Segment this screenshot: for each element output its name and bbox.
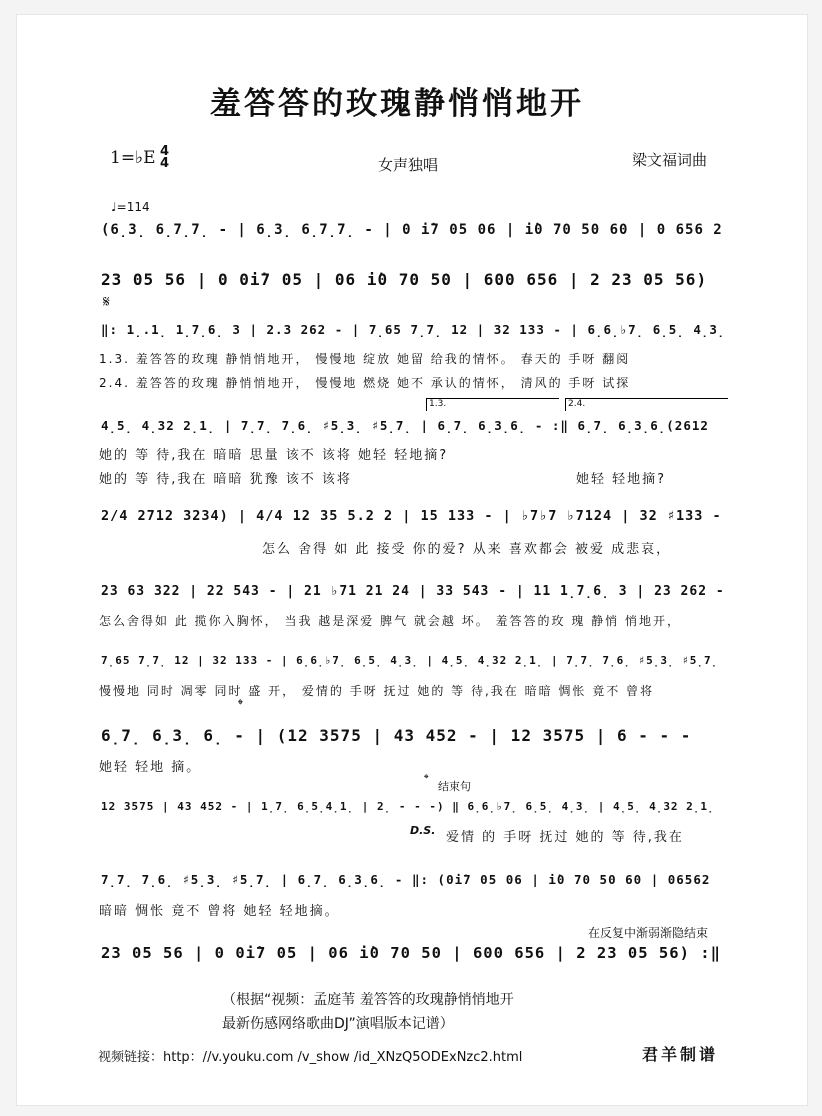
source-note-line-1: （根据“视频：孟庭苇 羞答答的玫瑰静悄悄地开 [222,992,514,1008]
score-row-3 [101,322,731,352]
source-note [222,988,514,1036]
lyric-row-6: 怎么舍得如 此 揽你入胸怀， 当我 越是深爱 脾气 就会越 坏。 羞答答的玫 瑰 静悄 悄地开， [99,614,681,628]
transcriber-stamp: 君羊制谱 [642,1045,719,1064]
lyric-row-8: 她轻 轻地 摘。 [99,760,202,775]
notes-row-9: 12 3575 | 43 452 - | 1̣7̣ 6̣5̣4̣1̣ | 2̣ - - -) ‖ 6̣6̣♭7̣ 6̣5̣ 4̣3̣ | 4̣5̣ 4̣32 2̣1̣ [101,800,715,813]
lyric-row-9: 爱情 的 手呀 抚过 她的 等 待,我在 [446,830,684,845]
video-link[interactable]: 视频链接：http：//v.youku.com /v_show /id_XNzQ5ODExNzc2.html [98,1050,523,1065]
score-row-2 [101,270,731,300]
score-row-11 [101,944,731,974]
ending-label: 结束句 [438,780,471,793]
lyric-row-4c: 她轻 轻地摘? [576,472,667,487]
lyric-row-4b: 她的 等 待,我在 暗暗 犹豫 该不 该将 [99,472,352,487]
fade-instruction: 在反复中渐弱渐隐结束 [588,926,709,940]
score-row-7 [101,654,731,684]
lyric-row-7: 慢慢地 同时 凋零 同时 盛 开， 爱情的 手呀 抚过 她的 等 待,我在 暗暗 惆怅 竟不 曾将 [99,684,655,698]
notes-row-2: 23 05 56 | 0 0i̇7 05 | 06 i̇0 70 50 | 600 656 | 2 23 05 56) [101,270,708,289]
notes-row-1: (6̣3̣ 6̣7̣7̣ - | 6̣3̣ 6̣7̣7̣ - | 0 i̇7 05 06 | i̇0 70 50 60 | 0 656 2 [101,222,723,238]
author-label: 梁文福词曲 [632,151,708,169]
coda-icon: 𝄌 [238,697,243,713]
source-note-line-2: 最新伤感网络歌曲DJ”演唱版本记谱） [222,1016,454,1032]
volta-1: 1.3. [426,398,559,411]
segno-icon: 𝄋 [103,292,110,311]
key-signature: 1=♭E [110,148,156,168]
song-title: 羞答答的玫瑰静悄悄地开 [210,86,584,122]
score-row-5 [101,508,731,538]
lyric-row-3b: 2.4. 羞答答的玫瑰 静悄悄地开， 慢慢地 燃烧 她不 承认的情怀， 清风的 手呀 试探 [99,376,631,390]
notes-row-4: 4̣5̣ 4̣32 2̣1̣ | 7̣7̣ 7̣6̣ ♯5̣3̣ ♯5̣7̣ | 6̣7̣ 6̣3̣6̣ - :‖ 6̣7̣ 6̣3̣6̣(2612 [101,418,709,433]
score-row-6 [101,584,731,614]
notes-row-7: 7̣65 7̣7̣ 12 | 32 133 - | 6̣6̣♭7̣ 6̣5̣ 4̣3̣ | 4̣5̣ 4̣32 2̣1̣ | 7̣7̣ 7̣6̣ ♯5̣3̣ ♯5̣7̣ [101,654,719,667]
genre-label: 女声独唱 [378,156,439,174]
volta-2: 2.4. [565,398,728,411]
score-row-8 [101,726,731,756]
score-row-1 [101,222,731,252]
lyric-row-5: 怎么 舍得 如 此 接受 你的爱? 从来 喜欢都会 被爱 成悲哀， [262,542,672,557]
tempo-mark: ♩=114 [111,200,150,214]
notes-row-10: 7̣7̣ 7̣6̣ ♯5̣3̣ ♯5̣7̣ | 6̣7̣ 6̣3̣6̣ - ‖: (0i̇7 05 06 | i̇0 70 50 60 | 06562 [101,872,711,887]
time-bottom: 4 [160,156,170,171]
lyric-row-4a: 她的 等 待,我在 暗暗 思量 该不 该将 她轻 轻地摘? [99,448,449,463]
coda-icon-2: 𝄌 [424,772,429,787]
notes-row-5: 2/4 2712 3234) | 4/4 12 35 5.2 2 | 15 133 - | ♭7♭7 ♭7124 | 32 ♯133 - [101,508,722,524]
score-row-10 [101,872,731,902]
score-page [16,14,808,1106]
notes-row-11: 23 05 56 | 0 0i̇7 05 | 06 i̇0 70 50 | 600 656 | 2 23 05 56) :‖ [101,944,721,962]
lyric-row-3a: 1.3. 羞答答的玫瑰 静悄悄地开， 慢慢地 绽放 她留 给我的情怀。 春天的 手呀 翻阅 [99,352,631,366]
notes-row-8: 6̣7̣ 6̣3̣ 6̣ - | (12 3575 | 43 452 - | 12 3575 | 6 - - - [101,726,692,745]
time-top: 4 [160,144,170,159]
notes-row-6: 23 63 322 | 22 543 - | 21 ♭71 21 24 | 33 543 - | 11 1̣7̣6̣ 3 | 23 262 - [101,584,725,599]
ds-mark: D.S. [410,824,436,837]
time-signature [160,146,169,170]
notes-row-3: ‖: 1̣.1̣ 1̣7̣6̣ 3 | 2.3 262 - | 7̣65 7̣7̣ 12 | 32 133 - | 6̣6̣♭7̣ 6̣5̣ 4̣3̣ [101,322,726,337]
lyric-row-10: 暗暗 惆怅 竟不 曾将 她轻 轻地摘。 [99,904,340,919]
